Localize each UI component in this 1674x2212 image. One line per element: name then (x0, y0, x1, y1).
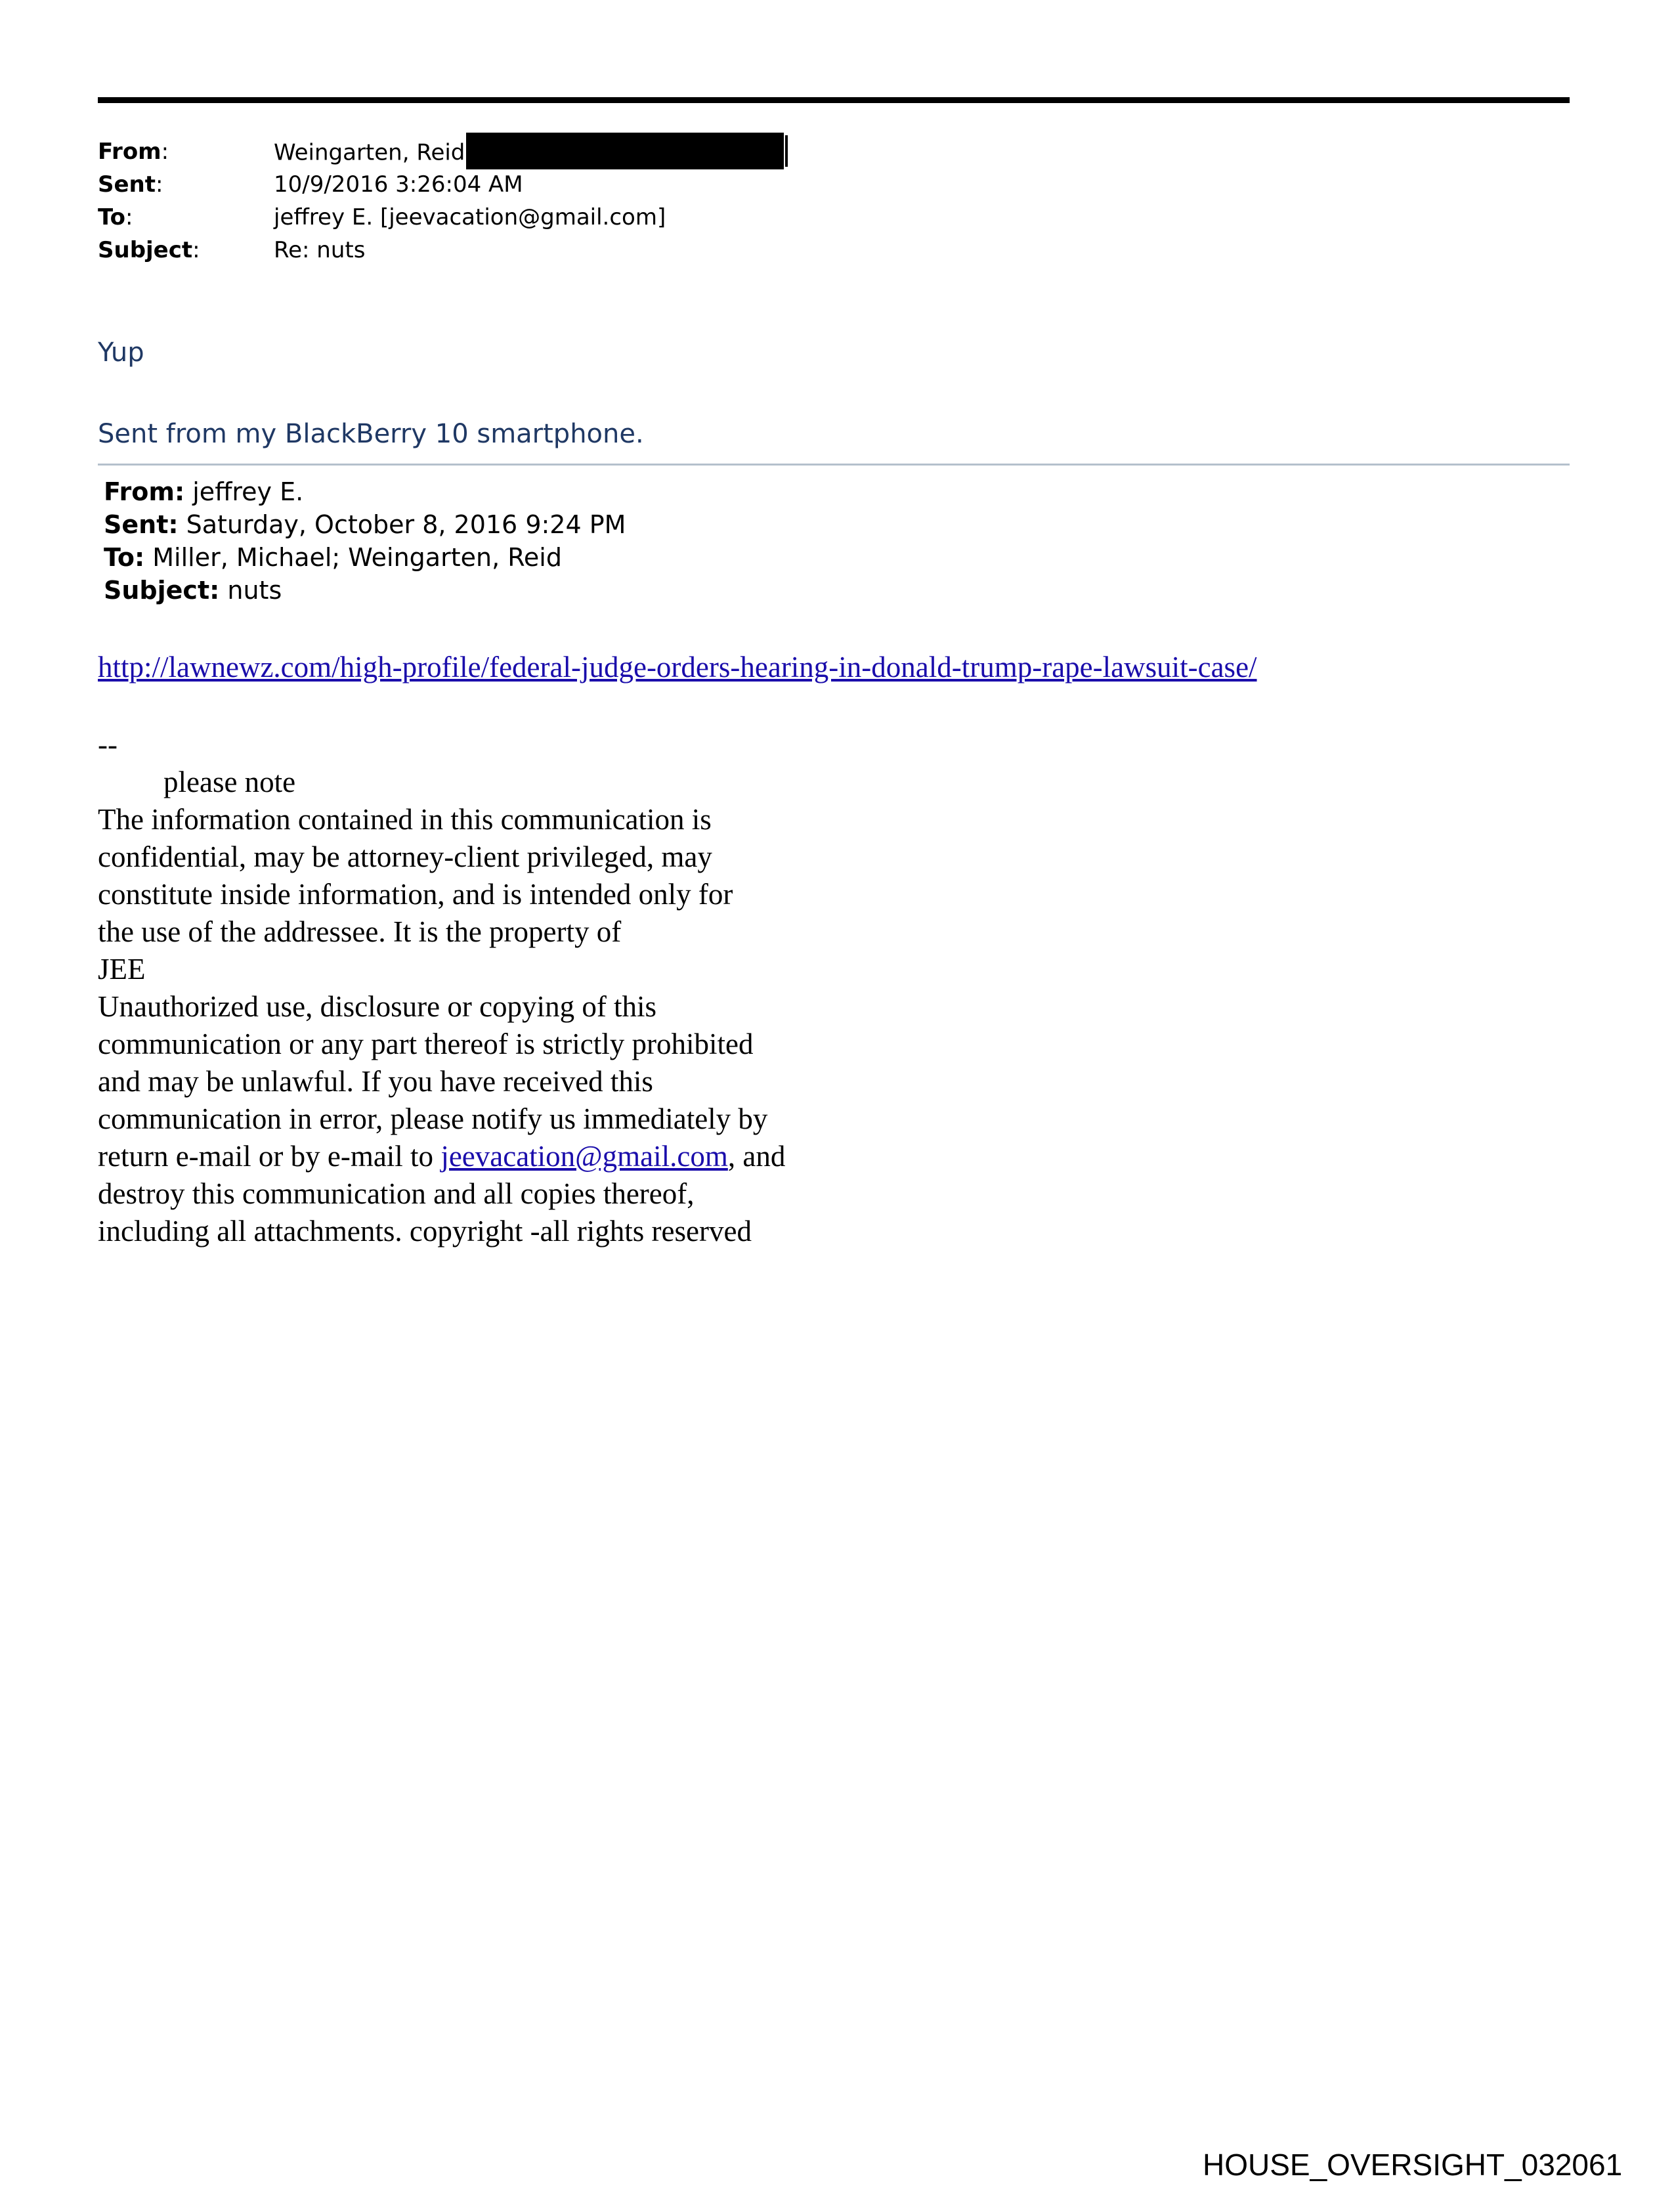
disclaimer-line: constitute inside information, and is intended only for (98, 878, 733, 911)
confidentiality-disclaimer (98, 726, 785, 1250)
header-to-value: jeffrey E. [jeevacation@gmail.com] (274, 204, 666, 230)
original-message-header (104, 475, 626, 607)
disclaimer-line: please note (163, 766, 296, 798)
header-sent-value: 10/9/2016 3:26:04 AM (274, 171, 523, 198)
header-to-row (98, 201, 788, 234)
header-subject-value: Re: nuts (274, 237, 366, 263)
reply-body: Yup (98, 337, 144, 368)
original-subject-row: Subject: nuts (104, 576, 282, 605)
original-sent-row: Sent: Saturday, October 8, 2016 9:24 PM (104, 510, 626, 539)
disclaimer-line: and may be unlawful. If you have received this (98, 1065, 653, 1098)
top-divider (98, 97, 1570, 103)
disclaimer-line: confidential, may be attorney-client privileged, may (98, 840, 712, 873)
disclaimer-line: The information contained in this communication is (98, 803, 712, 836)
disclaimer-line: Unauthorized use, disclosure or copying of this (98, 990, 657, 1023)
header-to-label: To: (98, 204, 133, 230)
original-to-row: To: Miller, Michael; Weingarten, Reid (104, 543, 562, 572)
disclaimer-line: JEE (98, 953, 146, 986)
email-address-link[interactable]: jeevacation@gmail.com (440, 1140, 728, 1173)
disclaimer-line (98, 1138, 785, 1175)
quoted-message-divider (98, 464, 1570, 466)
article-link[interactable]: http://lawnewz.com/high-profile/federal-judge-orders-hearing-in-donald-trump-rape-lawsuit-case/ (98, 651, 1257, 683)
header-sent-label: Sent: (98, 171, 163, 198)
signature-separator: -- (98, 728, 118, 761)
original-from-row: From: jeffrey E. (104, 477, 304, 506)
header-subject-label: Subject: (98, 237, 200, 263)
redaction-block (466, 133, 784, 169)
disclaimer-text: return e-mail or by e-mail to (98, 1140, 441, 1173)
mobile-signature: Sent from my BlackBerry 10 smartphone. (98, 419, 644, 449)
header-subject-row (98, 234, 788, 267)
header-from-value: Weingarten, Reid (274, 135, 788, 168)
header-sent-row (98, 168, 788, 201)
disclaimer-line: destroy this communication and all copies thereof, (98, 1177, 695, 1210)
disclaimer-line: the use of the addressee. It is the property of (98, 915, 622, 948)
header-from-label: From: (98, 139, 169, 165)
disclaimer-line: communication or any part thereof is strictly prohibited (98, 1028, 754, 1060)
email-header (98, 135, 788, 267)
disclaimer-line: communication in error, please notify us immediately by (98, 1102, 768, 1135)
document-id-stamp: HOUSE_OVERSIGHT_032061 (1203, 2148, 1623, 2182)
header-from-row (98, 135, 788, 168)
redaction-edge (785, 135, 788, 167)
disclaimer-text: , and (727, 1140, 786, 1173)
disclaimer-line: including all attachments. copyright -all rights reserved (98, 1215, 752, 1247)
